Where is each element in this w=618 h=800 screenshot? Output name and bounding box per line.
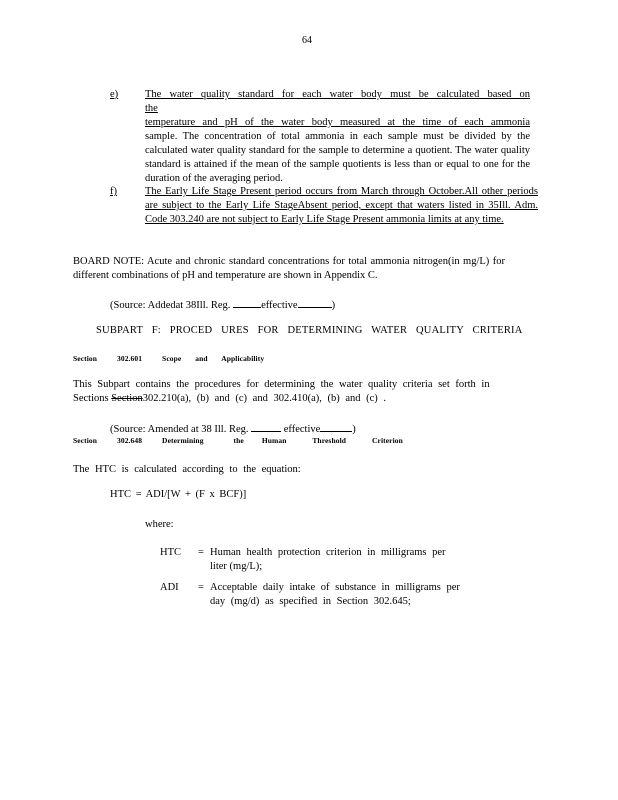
section-648-heading: Section 302.648 Determining the Human Threshold Criterion [73,436,403,445]
htc-equation: HTC = ADI/[W + (F x BCF)] [110,489,247,500]
item-f-paragraph: The Early Life Stage Present period occurs from March through October.All other periods are subject to the Early Life StageAbsent period, except that waters listed in 35Ill. Adm. Code 303.240 are not subject to Early Life Stage Present ammonia limits at any time. [145,186,538,225]
where-label: where: [145,519,174,530]
definition-term: HTC [160,547,181,558]
definition-htc [160,546,490,574]
source-note-1: (Source: Addedat 38Ill. Reg. effective ) [110,297,335,313]
item-f-label: f) [110,186,117,197]
item-e-paragraph [145,88,530,186]
board-note: BOARD NOTE: Acute and chronic standard concentrations for total ammonia nitrogen(in mg/L) for different combinations of pH and temperature are shown in Appendix C. [73,256,505,281]
definition-term: ADI [160,582,179,593]
definition-equals: = [198,547,204,558]
page-number: 64 [302,35,312,46]
subpart-paragraph: This Subpart contains the procedures for determining the water quality criteria set forth in Sections Section302.210(a), (b) and (c) and 302.410(a), (b) and (c) . [73,379,490,404]
section-601-heading: Section 302.601 Scope and Applicability [73,354,265,363]
subpart-heading: SUBPART F: PROCED URES FOR DETERMINING WATER QUALITY CRITERIA [96,325,523,336]
htc-intro: The HTC is calculated according to the equation: [73,464,301,475]
definition-text: Human health protection criterion in milligrams per liter (mg/L); [210,547,446,572]
definition-adi [160,581,490,609]
definition-equals: = [198,582,204,593]
item-e-label: e) [110,89,119,100]
item-e-underlined-1: The water quality standard for each water body must be calculated based on the [145,89,530,114]
item-e-underlined-2: temperature and pH of the water body measured at the time of each ammonia [145,117,530,128]
definition-text: Acceptable daily intake of substance in milligrams per day (mg/d) as specified in Section 302.645; [210,582,460,607]
item-e-rest: sample. The concentration of total ammonia in each sample must be divided by the calculated water quality standard for the sample to determine a quotient. The water quality standard is attained if the mean of the sample quotients is less than or equal to one for the duration of the averaging period. [145,131,530,184]
source-note-2: (Source: Amended at 38 Ill. Reg. effective ) [110,421,356,437]
